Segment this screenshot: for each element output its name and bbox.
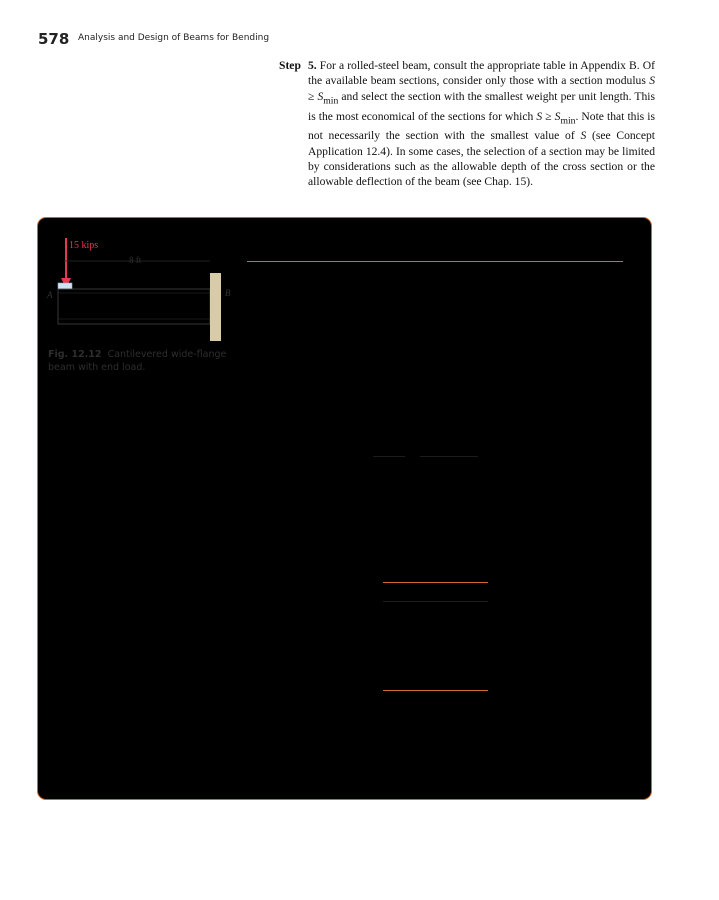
table-rule	[383, 582, 488, 583]
fraction-bar	[373, 456, 405, 457]
step-text-3: . Note that this is not necessarily the section with the smallest value of	[308, 109, 655, 143]
subscript-min: min	[323, 95, 339, 107]
dimension-label: 8 ft	[129, 255, 142, 265]
running-title: Analysis and Design of Beams for Bending	[78, 33, 270, 43]
fraction-bar	[420, 456, 478, 457]
figure-caption-text: Cantilevered wide-flange beam with end load.	[48, 349, 227, 373]
symbol-s-min: S	[554, 109, 561, 123]
symbol-s: S	[536, 109, 543, 123]
table-rule	[383, 690, 488, 691]
symbol-s: S	[649, 74, 655, 88]
load-plate	[58, 283, 72, 289]
step-text-4: (see Concept Application 12.4). In some cases, the selection of a section may be limited by considerations such as the allowable depth of the cross section or the allowable deflection of the beam (see Chap. 15).	[308, 129, 655, 189]
point-a-label: A	[47, 290, 53, 300]
load-label: 15 kips	[69, 240, 99, 251]
step-body	[308, 58, 655, 190]
point-b-label: B	[225, 288, 231, 298]
symbol-s: S	[580, 129, 587, 143]
heading-rule	[247, 261, 623, 262]
figure-caption	[48, 349, 238, 374]
fixed-support-wall	[210, 273, 221, 341]
step-text-1: For a rolled-steel beam, consult the appropriate table in Appendix B. Of the available beam sections, consider only those with a section modulus	[308, 59, 655, 88]
step-label: Step	[279, 59, 301, 72]
page-number: 578	[38, 30, 70, 48]
step-text-2: and select the section with the smallest weight per unit length. This is the most economical of the sections for which	[308, 89, 655, 123]
page-header	[38, 30, 678, 50]
figure-number: Fig. 12.12	[48, 349, 102, 360]
subscript-min: min	[560, 114, 576, 126]
sample-problem-panel	[37, 217, 652, 800]
geq-symbol: ≥	[542, 109, 555, 123]
step-number: 5.	[308, 59, 317, 72]
symbol-s-min: S	[317, 89, 324, 103]
table-rule	[383, 601, 488, 602]
geq-symbol: ≥	[308, 89, 318, 103]
beam-figure	[38, 218, 238, 348]
